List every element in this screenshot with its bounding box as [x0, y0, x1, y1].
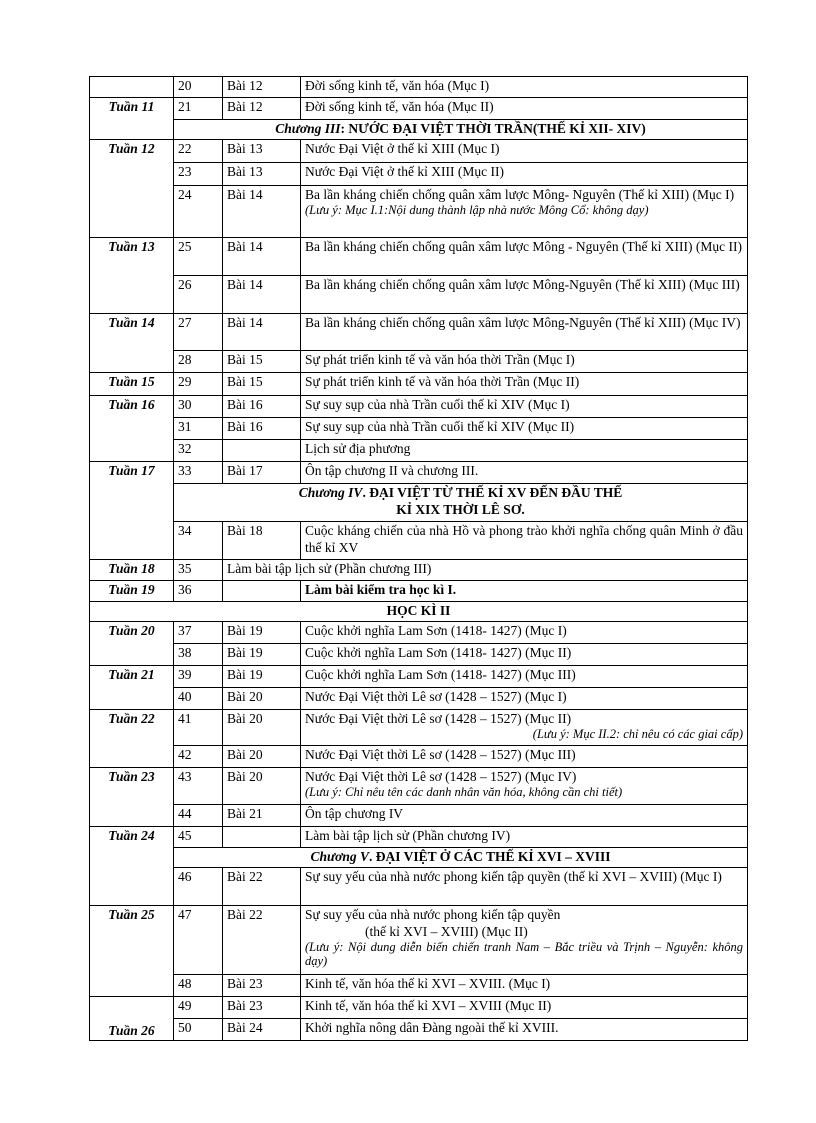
chapter-label: Chương V	[310, 849, 369, 864]
lesson-label: Bài 19	[223, 622, 301, 644]
period-number: 28	[174, 351, 223, 373]
lesson-content: Sự suy yếu của nhà nước phong kiến tập quyền (thế kỉ XVI – XVIII) (Mục I)	[301, 868, 748, 906]
week-label: Tuần 14	[90, 314, 174, 373]
lesson-content: Sự suy sụp của nhà Trần cuối thế kỉ XIV (Mục II)	[301, 418, 748, 440]
chapter-heading	[174, 120, 748, 140]
period-number: 33	[174, 462, 223, 484]
table-row	[90, 768, 748, 805]
chapter-label: Chương IV	[298, 485, 363, 500]
period-number: 31	[174, 418, 223, 440]
table-row	[90, 688, 748, 710]
table-row	[90, 906, 748, 975]
period-number: 39	[174, 666, 223, 688]
table-row	[90, 805, 748, 827]
week-label: Tuần 25	[90, 906, 174, 997]
lesson-content: Ôn tập chương II và chương III.	[301, 462, 748, 484]
period-number: 49	[174, 997, 223, 1019]
lesson-label: Bài 19	[223, 666, 301, 688]
lesson-label: Bài 15	[223, 351, 301, 373]
table-row	[90, 997, 748, 1019]
lesson-text: Sự suy yếu của nhà nước phong kiến tập quyền	[305, 907, 561, 922]
chapter-row	[90, 120, 748, 140]
period-number: 35	[174, 560, 223, 581]
lesson-content: Ôn tập chương IV	[301, 805, 748, 827]
lesson-label: Bài 14	[223, 276, 301, 314]
table-row	[90, 77, 748, 98]
period-number: 42	[174, 746, 223, 768]
table-row	[90, 581, 748, 602]
lesson-note: (Lưu ý: Mục I.1:Nội dung thành lập nhà nước Mông Cổ: không dạy)	[305, 203, 649, 217]
table-row	[90, 644, 748, 666]
lesson-label: Bài 14	[223, 314, 301, 351]
lesson-content: Cuộc khởi nghĩa Lam Sơn (1418- 1427) (Mục II)	[301, 644, 748, 666]
lesson-content: Làm bài tập lịch sử (Phần chương III)	[223, 560, 748, 581]
lesson-label: Bài 13	[223, 163, 301, 186]
lesson-label: Bài 17	[223, 462, 301, 484]
chapter-row	[90, 484, 748, 522]
table-row	[90, 710, 748, 746]
lesson-content: Nước Đại Việt thời Lê sơ (1428 – 1527) (Mục III)	[301, 746, 748, 768]
lesson-text-line2: (thế kỉ XVI – XVIII) (Mục II)	[365, 924, 528, 939]
chapter-heading	[174, 484, 748, 522]
week-label: Tuần 11	[90, 98, 174, 140]
lesson-label: Bài 23	[223, 997, 301, 1019]
table-row	[90, 140, 748, 163]
lesson-label: Bài 20	[223, 710, 301, 746]
table-row	[90, 163, 748, 186]
lesson-content: Sự phát triển kinh tế và văn hóa thời Trần (Mục II)	[301, 373, 748, 396]
period-number: 44	[174, 805, 223, 827]
week-label: Tuần 26	[90, 997, 174, 1041]
lesson-content: Cuộc kháng chiến của nhà Hồ và phong trào khởi nghĩa chống quân Minh ở đầu thế kỉ XV	[301, 522, 748, 560]
table-row	[90, 560, 748, 581]
lesson-label: Bài 15	[223, 373, 301, 396]
table-row	[90, 827, 748, 848]
lesson-content	[301, 768, 748, 805]
lesson-content: Ba lần kháng chiến chống quân xâm lược Mông - Nguyên (Thế kỉ XIII) (Mục II)	[301, 238, 748, 276]
period-number: 40	[174, 688, 223, 710]
chapter-heading	[174, 848, 748, 868]
week-label: Tuần 22	[90, 710, 174, 768]
week-label: Tuần 24	[90, 827, 174, 906]
lesson-content: Nước Đại Việt ở thế kỉ XIII (Mục II)	[301, 163, 748, 186]
week-label: Tuần 19	[90, 581, 174, 602]
lesson-content	[301, 906, 748, 975]
lesson-label: Bài 22	[223, 868, 301, 906]
lesson-label: Bài 19	[223, 644, 301, 666]
semester-row	[90, 602, 748, 622]
period-number: 38	[174, 644, 223, 666]
chapter-title: : NƯỚC ĐẠI VIỆT THỜI TRẦN(THẾ KỈ XII- XIV)	[340, 121, 646, 136]
lesson-label: Bài 21	[223, 805, 301, 827]
week-label: Tuần 12	[90, 140, 174, 238]
lesson-label	[223, 827, 301, 848]
semester-heading: HỌC KÌ II	[90, 602, 748, 622]
lesson-label: Bài 23	[223, 975, 301, 997]
lesson-label: Bài 13	[223, 140, 301, 163]
period-number: 50	[174, 1019, 223, 1041]
lesson-label: Bài 12	[223, 98, 301, 120]
lesson-label: Bài 20	[223, 768, 301, 805]
chapter-title: . ĐẠI VIỆT Ở CÁC THẾ KỈ XVI – XVIII	[368, 849, 611, 864]
period-number: 27	[174, 314, 223, 351]
period-number: 21	[174, 98, 223, 120]
lesson-content: Kinh tế, văn hóa thế kỉ XVI – XVIII. (Mục I)	[301, 975, 748, 997]
table-row	[90, 868, 748, 906]
lesson-label: Bài 22	[223, 906, 301, 975]
period-number: 24	[174, 186, 223, 238]
period-number: 25	[174, 238, 223, 276]
period-number: 48	[174, 975, 223, 997]
lesson-content: Kinh tế, văn hóa thế kỉ XVI – XVIII (Mục II)	[301, 997, 748, 1019]
period-number: 46	[174, 868, 223, 906]
period-number: 20	[174, 77, 223, 98]
week-label: Tuần 21	[90, 666, 174, 710]
lesson-content: Đời sống kinh tế, văn hóa (Mục II)	[301, 98, 748, 120]
table-row	[90, 396, 748, 418]
period-number: 26	[174, 276, 223, 314]
lesson-label	[223, 440, 301, 462]
lesson-text: Ba lần kháng chiến chống quân xâm lược Mông- Nguyên (Thế kỉ XIII) (Mục I)	[305, 187, 735, 202]
table-row	[90, 462, 748, 484]
lesson-label: Bài 20	[223, 688, 301, 710]
period-number: 43	[174, 768, 223, 805]
lesson-content	[301, 710, 748, 746]
period-number: 29	[174, 373, 223, 396]
lesson-label	[223, 581, 301, 602]
period-number: 30	[174, 396, 223, 418]
lesson-content: Cuộc khởi nghĩa Lam Sơn (1418- 1427) (Mục III)	[301, 666, 748, 688]
table-row	[90, 746, 748, 768]
period-number: 22	[174, 140, 223, 163]
lesson-label: Bài 20	[223, 746, 301, 768]
week-label: Tuần 20	[90, 622, 174, 666]
week-label: Tuần 17	[90, 462, 174, 560]
table-row	[90, 1019, 748, 1041]
table-row	[90, 418, 748, 440]
table-row	[90, 351, 748, 373]
table-row	[90, 975, 748, 997]
table-row	[90, 238, 748, 276]
lesson-text: Nước Đại Việt thời Lê sơ (1428 – 1527) (Mục IV)	[305, 769, 577, 784]
lesson-label: Bài 14	[223, 238, 301, 276]
period-number: 23	[174, 163, 223, 186]
lesson-label: Bài 12	[223, 77, 301, 98]
lesson-content: Sự phát triển kinh tế và văn hóa thời Trần (Mục I)	[301, 351, 748, 373]
lesson-content: Làm bài tập lịch sử (Phần chương IV)	[301, 827, 748, 848]
lesson-note: (Lưu ý: Nội dung diễn biến chiến tranh Nam – Bắc triều và Trịnh – Nguyễn: không dạy)	[305, 940, 743, 968]
period-number: 34	[174, 522, 223, 560]
period-number: 36	[174, 581, 223, 602]
lesson-label: Bài 24	[223, 1019, 301, 1041]
period-number: 45	[174, 827, 223, 848]
table-row	[90, 440, 748, 462]
chapter-title: . ĐẠI VIỆT TỪ THẾ KỈ XV ĐẾN ĐẦU THẾ	[362, 485, 623, 500]
table-row	[90, 622, 748, 644]
week-label: Tuần 23	[90, 768, 174, 827]
table-row	[90, 276, 748, 314]
lesson-label: Bài 16	[223, 396, 301, 418]
chapter-title-line2: KỈ XIX THỜI LÊ SƠ.	[396, 502, 525, 517]
lesson-content: Nước Đại Việt ở thế kỉ XIII (Mục I)	[301, 140, 748, 163]
week-cell	[90, 77, 174, 98]
table-row	[90, 373, 748, 396]
chapter-label: Chương III	[275, 121, 341, 136]
period-number: 47	[174, 906, 223, 975]
week-label: Tuần 13	[90, 238, 174, 314]
lesson-content: Sự suy sụp của nhà Trần cuối thế kỉ XIV (Mục I)	[301, 396, 748, 418]
lesson-label: Bài 18	[223, 522, 301, 560]
period-number: 41	[174, 710, 223, 746]
lesson-content: Nước Đại Việt thời Lê sơ (1428 – 1527) (Mục I)	[301, 688, 748, 710]
lesson-content: Làm bài kiểm tra học kì I.	[301, 581, 748, 602]
table-row	[90, 98, 748, 120]
lesson-content: Lịch sử địa phương	[301, 440, 748, 462]
lesson-note: (Lưu ý: Mục II.2: chỉ nêu có các giai cấp)	[532, 727, 743, 741]
period-number: 37	[174, 622, 223, 644]
lesson-content: Ba lần kháng chiến chống quân xâm lược Mông-Nguyên (Thế kỉ XIII) (Mục IV)	[301, 314, 748, 351]
table-row	[90, 666, 748, 688]
week-label: Tuần 16	[90, 396, 174, 462]
lesson-note: (Lưu ý: Chỉ nêu tên các danh nhân văn hóa, không cần chi tiết)	[305, 785, 623, 799]
table-row	[90, 522, 748, 560]
table-row	[90, 314, 748, 351]
period-number: 32	[174, 440, 223, 462]
table-row	[90, 186, 748, 238]
lesson-label: Bài 16	[223, 418, 301, 440]
lesson-content: Khởi nghĩa nông dân Đàng ngoài thế kỉ XVIII.	[301, 1019, 748, 1041]
lesson-label: Bài 14	[223, 186, 301, 238]
curriculum-table	[89, 76, 748, 1041]
lesson-content: Cuộc khởi nghĩa Lam Sơn (1418- 1427) (Mục I)	[301, 622, 748, 644]
week-label: Tuần 18	[90, 560, 174, 581]
lesson-text: Nước Đại Việt thời Lê sơ (1428 – 1527) (Mục II)	[305, 711, 572, 726]
lesson-content: Ba lần kháng chiến chống quân xâm lược Mông-Nguyên (Thế kỉ XIII) (Mục III)	[301, 276, 748, 314]
chapter-row	[90, 848, 748, 868]
week-label: Tuần 15	[90, 373, 174, 396]
lesson-content	[301, 186, 748, 238]
lesson-content: Đời sống kinh tế, văn hóa (Mục I)	[301, 77, 748, 98]
